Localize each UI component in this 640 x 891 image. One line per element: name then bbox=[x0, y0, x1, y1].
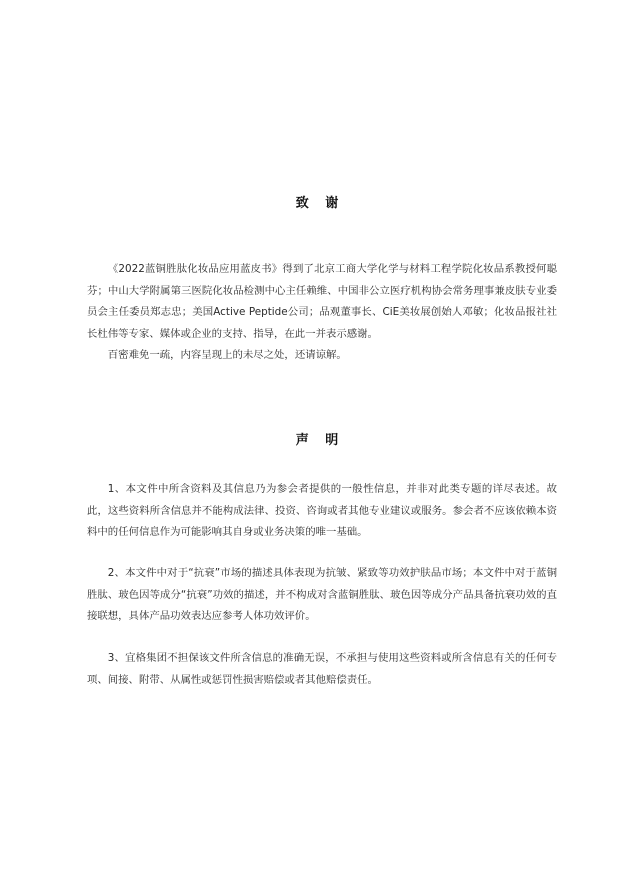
declaration-item-3 bbox=[87, 648, 557, 691]
acknowledgement-paragraph: 百密难免一疏，内容呈现上的未尽之处，还请谅解。 bbox=[107, 349, 347, 361]
declaration-paragraph: 1、本文件中所含资料及其信息乃为参会者提供的一般性信息，并非对此类专题的详尽表述。故此，这些资料所含信息并不能构成法律、投资、咨询或者其他专业建议或服务。参会者不应该依赖本资料中的任何信息作为可能影响其自身或业务决策的唯一基础。 bbox=[87, 483, 557, 538]
declaration-paragraph: 2、本文件中对于“抗衰”市场的描述具体表现为抗皱、紧致等功效护肤品市场；本文件中对于蓝铜胜肽、玻色因等成分“抗衰”功效的描述，并不构成对含蓝铜胜肽、玻色因等成分产品具备抗衰功效的直接联想，具体产品功效表达应参考人体功效评价。 bbox=[87, 567, 557, 622]
declaration-item-1 bbox=[87, 479, 557, 544]
declaration-title: 声 明 bbox=[295, 433, 345, 448]
declaration-paragraph: 3、宜格集团不担保该文件所含信息的准确无误，不承担与使用这些资料或所含信息有关的任何专项、间接、附带、从属性或惩罚性损害赔偿或者其他赔偿责任。 bbox=[87, 652, 557, 686]
acknowledgement-body bbox=[87, 259, 557, 367]
acknowledgement-title: 致 谢 bbox=[295, 196, 345, 211]
declaration-item-2 bbox=[87, 563, 557, 628]
acknowledgement-paragraph: 《2022蓝铜胜肽化妆品应用蓝皮书》得到了北京工商大学化学与材料工程学院化妆品系教授何聪芬；中山大学附属第三医院化妆品检测中心主任赖维、中国非公立医疗机构协会常务理事兼皮肤专业委员会主任委员郑志忠；美国Active Peptide公司；品观董事长、CiE美妆展创始人邓敏；化妆品报社社长杜伟等专家、媒体或企业的支持、指导，在此一并表示感谢。 bbox=[87, 263, 557, 340]
